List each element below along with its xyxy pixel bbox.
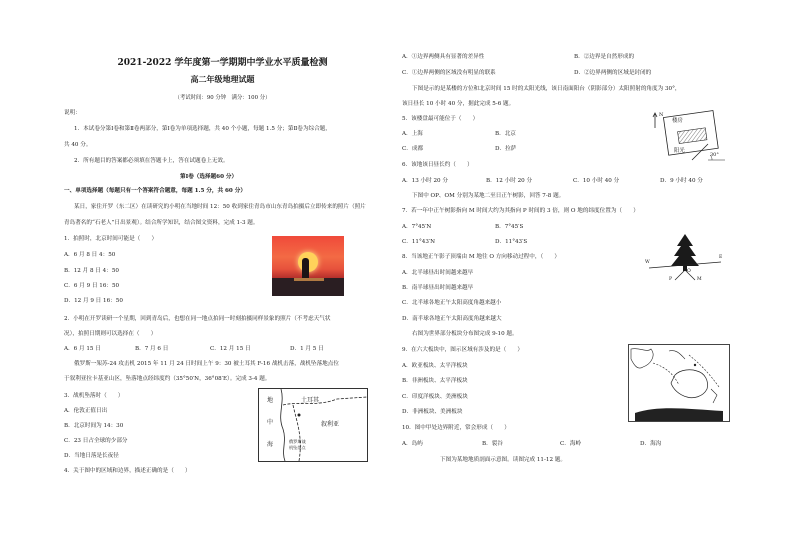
q5-option-c: C．成都	[402, 146, 424, 152]
q5-option-a: A．上海	[402, 131, 423, 137]
q10-option-b: B．裂谷	[482, 441, 503, 447]
building-sun-diagram	[650, 110, 725, 162]
q2-option-d: D．1 月 5 日	[290, 346, 324, 352]
q3-option-b: B．北京时间为 14：30	[64, 423, 124, 429]
question-2-cont: 况），拍照日期则可以选择在（ ）	[64, 331, 157, 337]
intro-4: 下图中 OP、OM 分别为某地二至日正午树影，回答 7-8 题。	[412, 193, 565, 199]
question-3: 3．战机坠落时（ ）	[64, 393, 124, 399]
q4-option-c: C．①边界两侧的区域没有明显的联系	[402, 70, 496, 76]
sunlight-label: 阳光	[674, 148, 685, 154]
question-2: 2．小明在开罗读研一个星期，回到青岛后，也想在同一地点拍同一时刻拍摄同样景象的照片（不考虑天气状	[64, 316, 331, 322]
intro-2: 俄罗斯一架苏-24 攻击机 2015 年 11 月 24 日时间上午 9：30 被土耳其 F-16 战机击落，战机坠落地点位	[74, 361, 339, 367]
exam-subtitle: 高二年级地理试题	[190, 74, 255, 84]
intro-3-cont: 该日昼长 10 小时 40 分，据此完成 5-6 题。	[402, 101, 515, 107]
map-label-crash-2: 机坠落点	[289, 445, 306, 450]
tree-shadow-svg	[645, 232, 725, 284]
q7-option-b: B．7°45′S	[495, 224, 524, 230]
q7-option-a: A．7°45′N	[402, 224, 432, 230]
q3-option-c: C．23 日占全球的少部分	[64, 438, 128, 444]
q5-option-b: B．北京	[495, 131, 516, 137]
map-label-di: 地	[267, 397, 274, 404]
question-4: 4．关于图中的区域和边界，描述正确的是（ ）	[64, 468, 191, 474]
exam-title: 2021-2022 学年度第一学期期中学业水平质量检测	[117, 58, 328, 68]
q8-option-d: D．南半球各地正午太阳高度角越来越大	[402, 316, 502, 322]
q2-option-a: A．6 月 15 日	[64, 346, 101, 352]
intro-1: 某日，家住开罗（东二区）在读研究的小明在当地时间 12：50 收到家住青岛市山东青岛拍摄后立即传来的照片（照片	[74, 204, 366, 210]
q7-option-c: C．11°43′N	[402, 239, 436, 245]
o-label: O	[687, 269, 691, 274]
q8-option-c: C．北半球各地正午太阳高度角越来越小	[402, 300, 502, 306]
section-1-desc: 一、单项选择题（每题只有一个答案符合题意，每题 1.5 分，共 60 分）	[64, 188, 246, 194]
q6-option-d: D．9 小时 40 分	[660, 178, 703, 184]
intro-2-cont: 于叙利亚拉卡基亚山区，坠落地点经纬度约（35°50′N，36°08′E）。完成 3-4 题。	[64, 376, 271, 382]
map-label-syria: 叙利亚	[321, 421, 340, 428]
building-label: 楼房	[672, 118, 683, 124]
q1-option-d: D．12 月 9 日 16：50	[64, 298, 123, 304]
question-6: 6．该地该日昼长约（ ）	[402, 162, 473, 168]
q6-option-b: B．12 小时 20 分	[486, 178, 533, 184]
q4-option-b: B．②边界是自然形成的	[574, 54, 635, 60]
q5-option-d: D．拉萨	[495, 146, 517, 152]
tree-shadow-diagram	[645, 232, 725, 284]
q10-option-c: C．海岭	[560, 441, 582, 447]
intro-1-cont: 青岛著名的“石老人”日出景观）。结合所学知识，结合图文资料，完成 1-3 题。	[64, 220, 259, 226]
north-label: N	[659, 112, 664, 118]
q9-option-c: C．印度洋板块、美洲板块	[402, 394, 468, 400]
q2-option-b: B．7 月 6 日	[135, 346, 169, 352]
instruction-1-cont: 共 40 分。	[64, 142, 92, 148]
exam-info: （考试时间：90 分钟 满分：100 分）	[174, 95, 271, 101]
map-label-crash-1: 俄罗斯战	[289, 439, 306, 444]
q7-option-d: D．11°43′S	[495, 239, 528, 245]
east-label: E	[719, 255, 723, 260]
angle-label: 30°	[710, 152, 719, 158]
q8-option-a: A．北半球昼出时间越来越早	[402, 270, 474, 276]
q6-option-a: A．13 小时 20 分	[402, 178, 448, 184]
question-7: 7．若一年中正午树影指向 M 时间大约为其指向 P 时间的 3 倍，则 O 地的纬度位置为（ ）	[402, 208, 639, 214]
q8-option-b: B．南半球昼出时间越来越早	[402, 285, 474, 291]
question-10: 10．图中甲处边界附近，常会形成（ ）	[402, 425, 510, 431]
q2-option-c: C．12 月 15 日	[210, 346, 251, 352]
q3-option-a: A．伦敦正值日出	[64, 408, 108, 414]
q3-option-d: D．当地日落是长夜径	[64, 453, 119, 459]
map-label-hai: 海	[267, 441, 274, 448]
m-label: M	[697, 277, 702, 282]
q9-option-d: D．非洲板块、美洲板块	[402, 409, 463, 415]
q9-option-a: A．欧亚板块、太平洋板块	[402, 363, 468, 369]
q9-option-b: B．非洲板块、太平洋板块	[402, 378, 468, 384]
q1-option-b: B．12 月 8 日 4：50	[64, 268, 119, 274]
map-label-turkey: 土耳其	[301, 397, 320, 404]
map-label-zhong: 中	[267, 419, 274, 426]
q4-option-a: A．①边界两侧具有显著的差异性	[402, 54, 485, 60]
question-8: 8．当该地正午影子顶端由 M 地往 O 方向移动过程中，（ ）	[402, 254, 561, 260]
plate-map-svg	[629, 345, 729, 421]
q1-option-a: A．6 月 8 日 4：50	[64, 252, 116, 258]
section-1-heading: 第Ⅰ卷（选择题60 分）	[180, 174, 238, 180]
instruction-1: 1．本试卷分第Ⅰ卷和第Ⅱ卷两部分，第Ⅰ卷为单项选择题，共 40 个小题，每题 1.5 分；第Ⅱ卷为综合题，	[74, 126, 331, 132]
q1-option-c: C．6 月 9 日 16：50	[64, 283, 120, 289]
question-9: 9．在六大板块中，图示区域有涉及的是（ ）	[402, 347, 524, 353]
west-label: W	[645, 260, 650, 265]
sunrise-photo	[272, 236, 344, 296]
q10-option-a: A．岛屿	[402, 441, 423, 447]
q10-option-d: D．海沟	[640, 441, 662, 447]
instructions-label: 说明：	[64, 110, 81, 116]
plate-map	[628, 344, 730, 422]
intro-6: 下图为某地地质剖面示意图。读图完成 11-12 题。	[440, 457, 566, 463]
p-label: P	[669, 277, 673, 282]
instruction-2: 2．所有题目的答案都必须填在答题卡上，答在试题卷上无效。	[74, 158, 229, 164]
q6-option-c: C．10 小时 40 分	[573, 178, 620, 184]
q4-option-d: D．②边界两侧的区域是封闭的	[574, 70, 652, 76]
question-1: 1．拍照时，北京时间可能是（ ）	[64, 236, 158, 242]
intro-5: 右图为世界部分板块分布图完成 9-10 题。	[412, 331, 518, 337]
intro-3: 下图是示的是某楼的方位和北京时间 15 时的太阳光线，该日南面阳台（阴影部分）太阳照射的角度为 30°，	[412, 86, 681, 92]
border-map	[258, 388, 368, 462]
question-5: 5．该楼盘最可能位于（ ）	[402, 116, 479, 122]
